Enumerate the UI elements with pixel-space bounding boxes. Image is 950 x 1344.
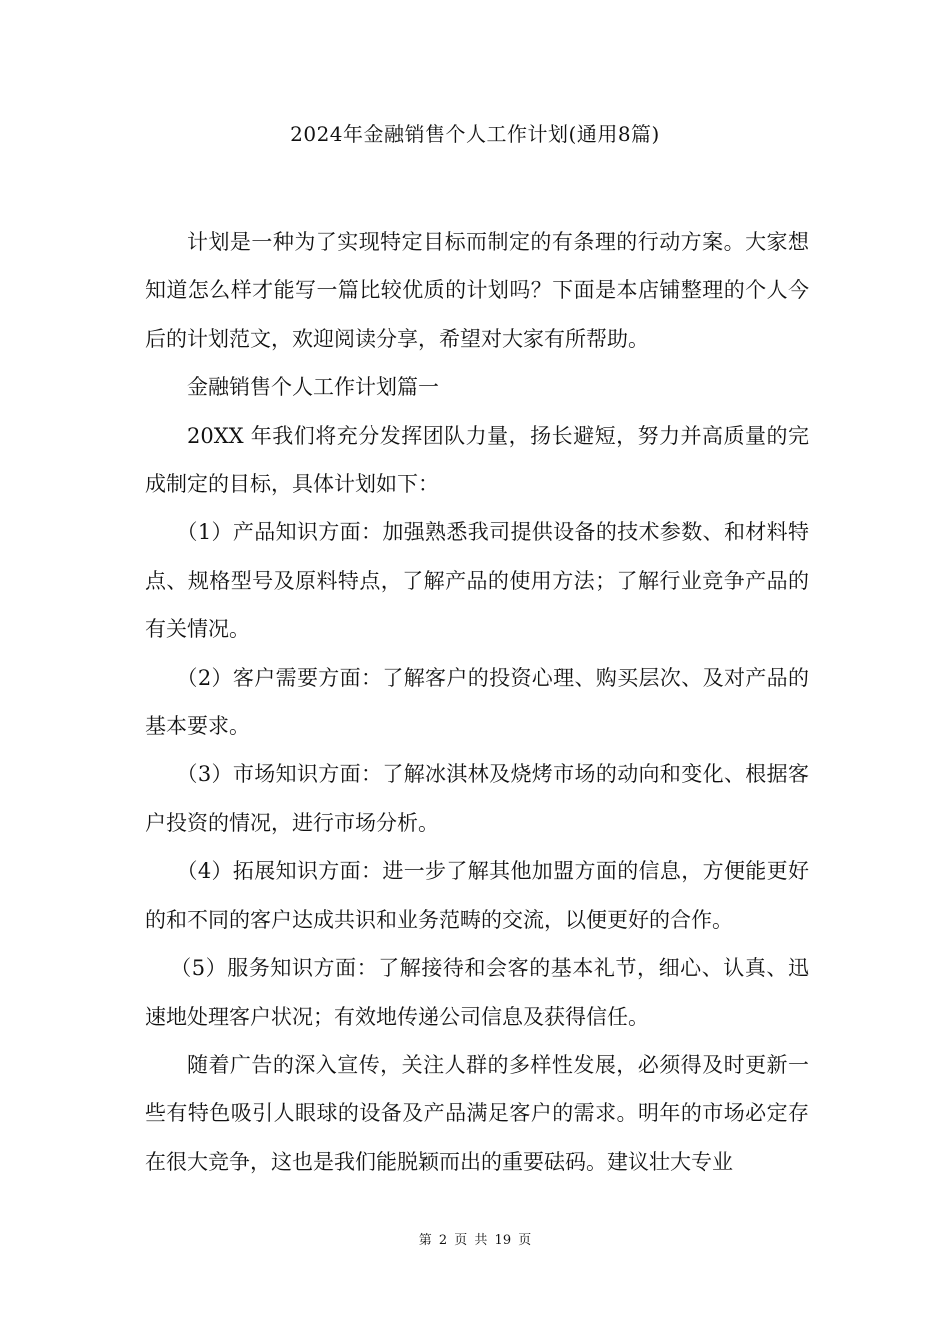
closing-paragraph: 随着广告的深入宣传，关注人群的多样性发展，必须得及时更新一些有特色吸引人眼球的设备及产品满足客户的需求。明年的市场必定存在很大竞争，这也是我们能脱颖而出的重要砝码。建议壮大专业 xyxy=(145,1052,809,1174)
plan-item-5: （5）服务知识方面：了解接待和会客的基本礼节，细心、认真、迅速地处理客户状况；有效地传递公司信息及获得信任。 xyxy=(145,956,809,1029)
intro-paragraph: 计划是一种为了实现特定目标而制定的有条理的行动方案。大家想知道怎么样才能写一篇比较优质的计划吗？下面是本店铺整理的个人今后的计划范文，欢迎阅读分享，希望对大家有所帮助。 xyxy=(145,230,809,351)
plan-item-4: （4）拓展知识方面：进一步了解其他加盟方面的信息，方便能更好的和不同的客户达成共识和业务范畴的交流，以便更好的合作。 xyxy=(145,859,809,932)
document-body xyxy=(145,218,809,1186)
section-heading: 金融销售个人工作计划篇一 xyxy=(187,375,439,400)
page-number-footer: 第 2 页 共 19 页 xyxy=(418,1233,532,1248)
plan-intro-paragraph: 20XX 年我们将充分发挥团队力量，扬长避短，努力并高质量的完成制定的目标，具体计划如下： xyxy=(145,423,809,497)
document-title: 2024年金融销售个人工作计划(通用8篇) xyxy=(290,122,660,146)
plan-item-3: （3）市场知识方面：了解冰淇林及烧烤市场的动向和变化、根据客户投资的情况，进行市场分析。 xyxy=(145,762,809,835)
plan-item-2: （2）客户需要方面：了解客户的投资心理、购买层次、及对产品的基本要求。 xyxy=(145,665,809,739)
plan-item-1: （1）产品知识方面：加强熟悉我司提供设备的技术参数、和材料特点、规格型号及原料特点，了解产品的使用方法；了解行业竞争产品的有关情况。 xyxy=(145,520,809,642)
